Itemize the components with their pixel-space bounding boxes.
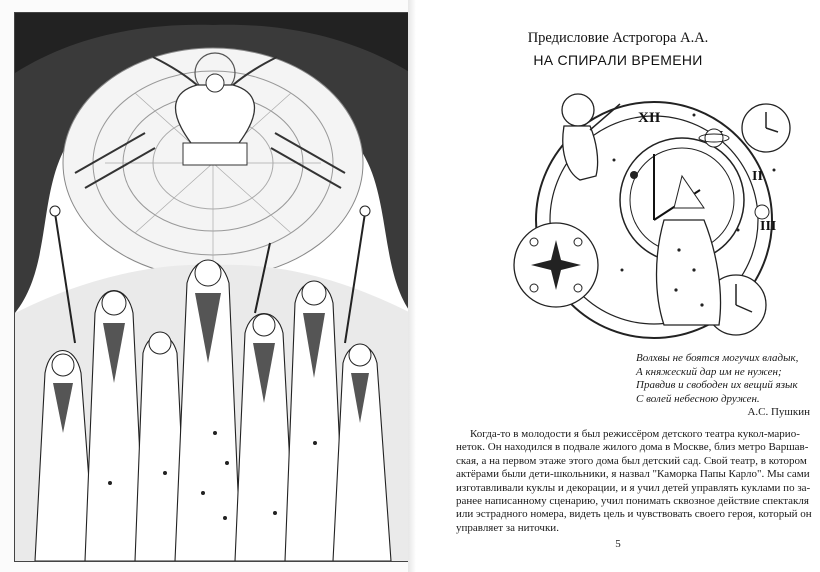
- body-line: ранее написанному сценарию, учил понимать сквозное действие спектакля: [456, 495, 809, 508]
- body-line: актёрами были дети-школьники, я назвал "Каморка Папы Карло". Мы сами: [456, 468, 810, 481]
- book-gutter: [408, 0, 416, 572]
- body-line: или эстрадного номера, видеть цель и чувствовать своего героя, который он: [456, 508, 812, 521]
- clock-numeral: II: [752, 169, 763, 184]
- sages-illustration: [14, 12, 412, 562]
- epigraph-line: А княжеский дар им не нужен;: [636, 365, 782, 378]
- epigraph-author: А.С. Пушкин: [747, 406, 810, 418]
- body-line: неток. Он находился в подвале жилого дома в Москве, близ метро Варшав-: [456, 441, 809, 454]
- body-line: управляет за ниточки.: [456, 521, 559, 534]
- body-line: Когда-то в молодости я был режиссёром детского театра кукол-марио-: [470, 428, 800, 440]
- epigraph-line: С волей небесною дружен.: [636, 392, 760, 405]
- body-paragraph: [456, 428, 812, 535]
- clock-numeral: III: [760, 219, 777, 234]
- body-line: изготавливали куклы и декорации, и я учил детей управлять куклами по за-: [456, 481, 811, 494]
- epigraph-line: Правдив и свободен их вещий язык: [636, 379, 798, 392]
- chapter-supertitle: Предисловие Астрогора А.А.: [527, 30, 709, 46]
- page-number: 5: [615, 538, 621, 550]
- clock-numeral: XII: [638, 110, 661, 126]
- body-line: ская, а на первом этаже этого дома был детский сад. Свой театр, в котором: [456, 454, 807, 467]
- right-page: [416, 0, 820, 572]
- epigraph: [636, 352, 820, 406]
- epigraph-line: Волхвы не боятся могучих владык,: [636, 352, 799, 364]
- time-spiral-illustration: [504, 80, 794, 345]
- chapter-title: НА СПИРАЛИ ВРЕМЕНИ: [533, 52, 703, 68]
